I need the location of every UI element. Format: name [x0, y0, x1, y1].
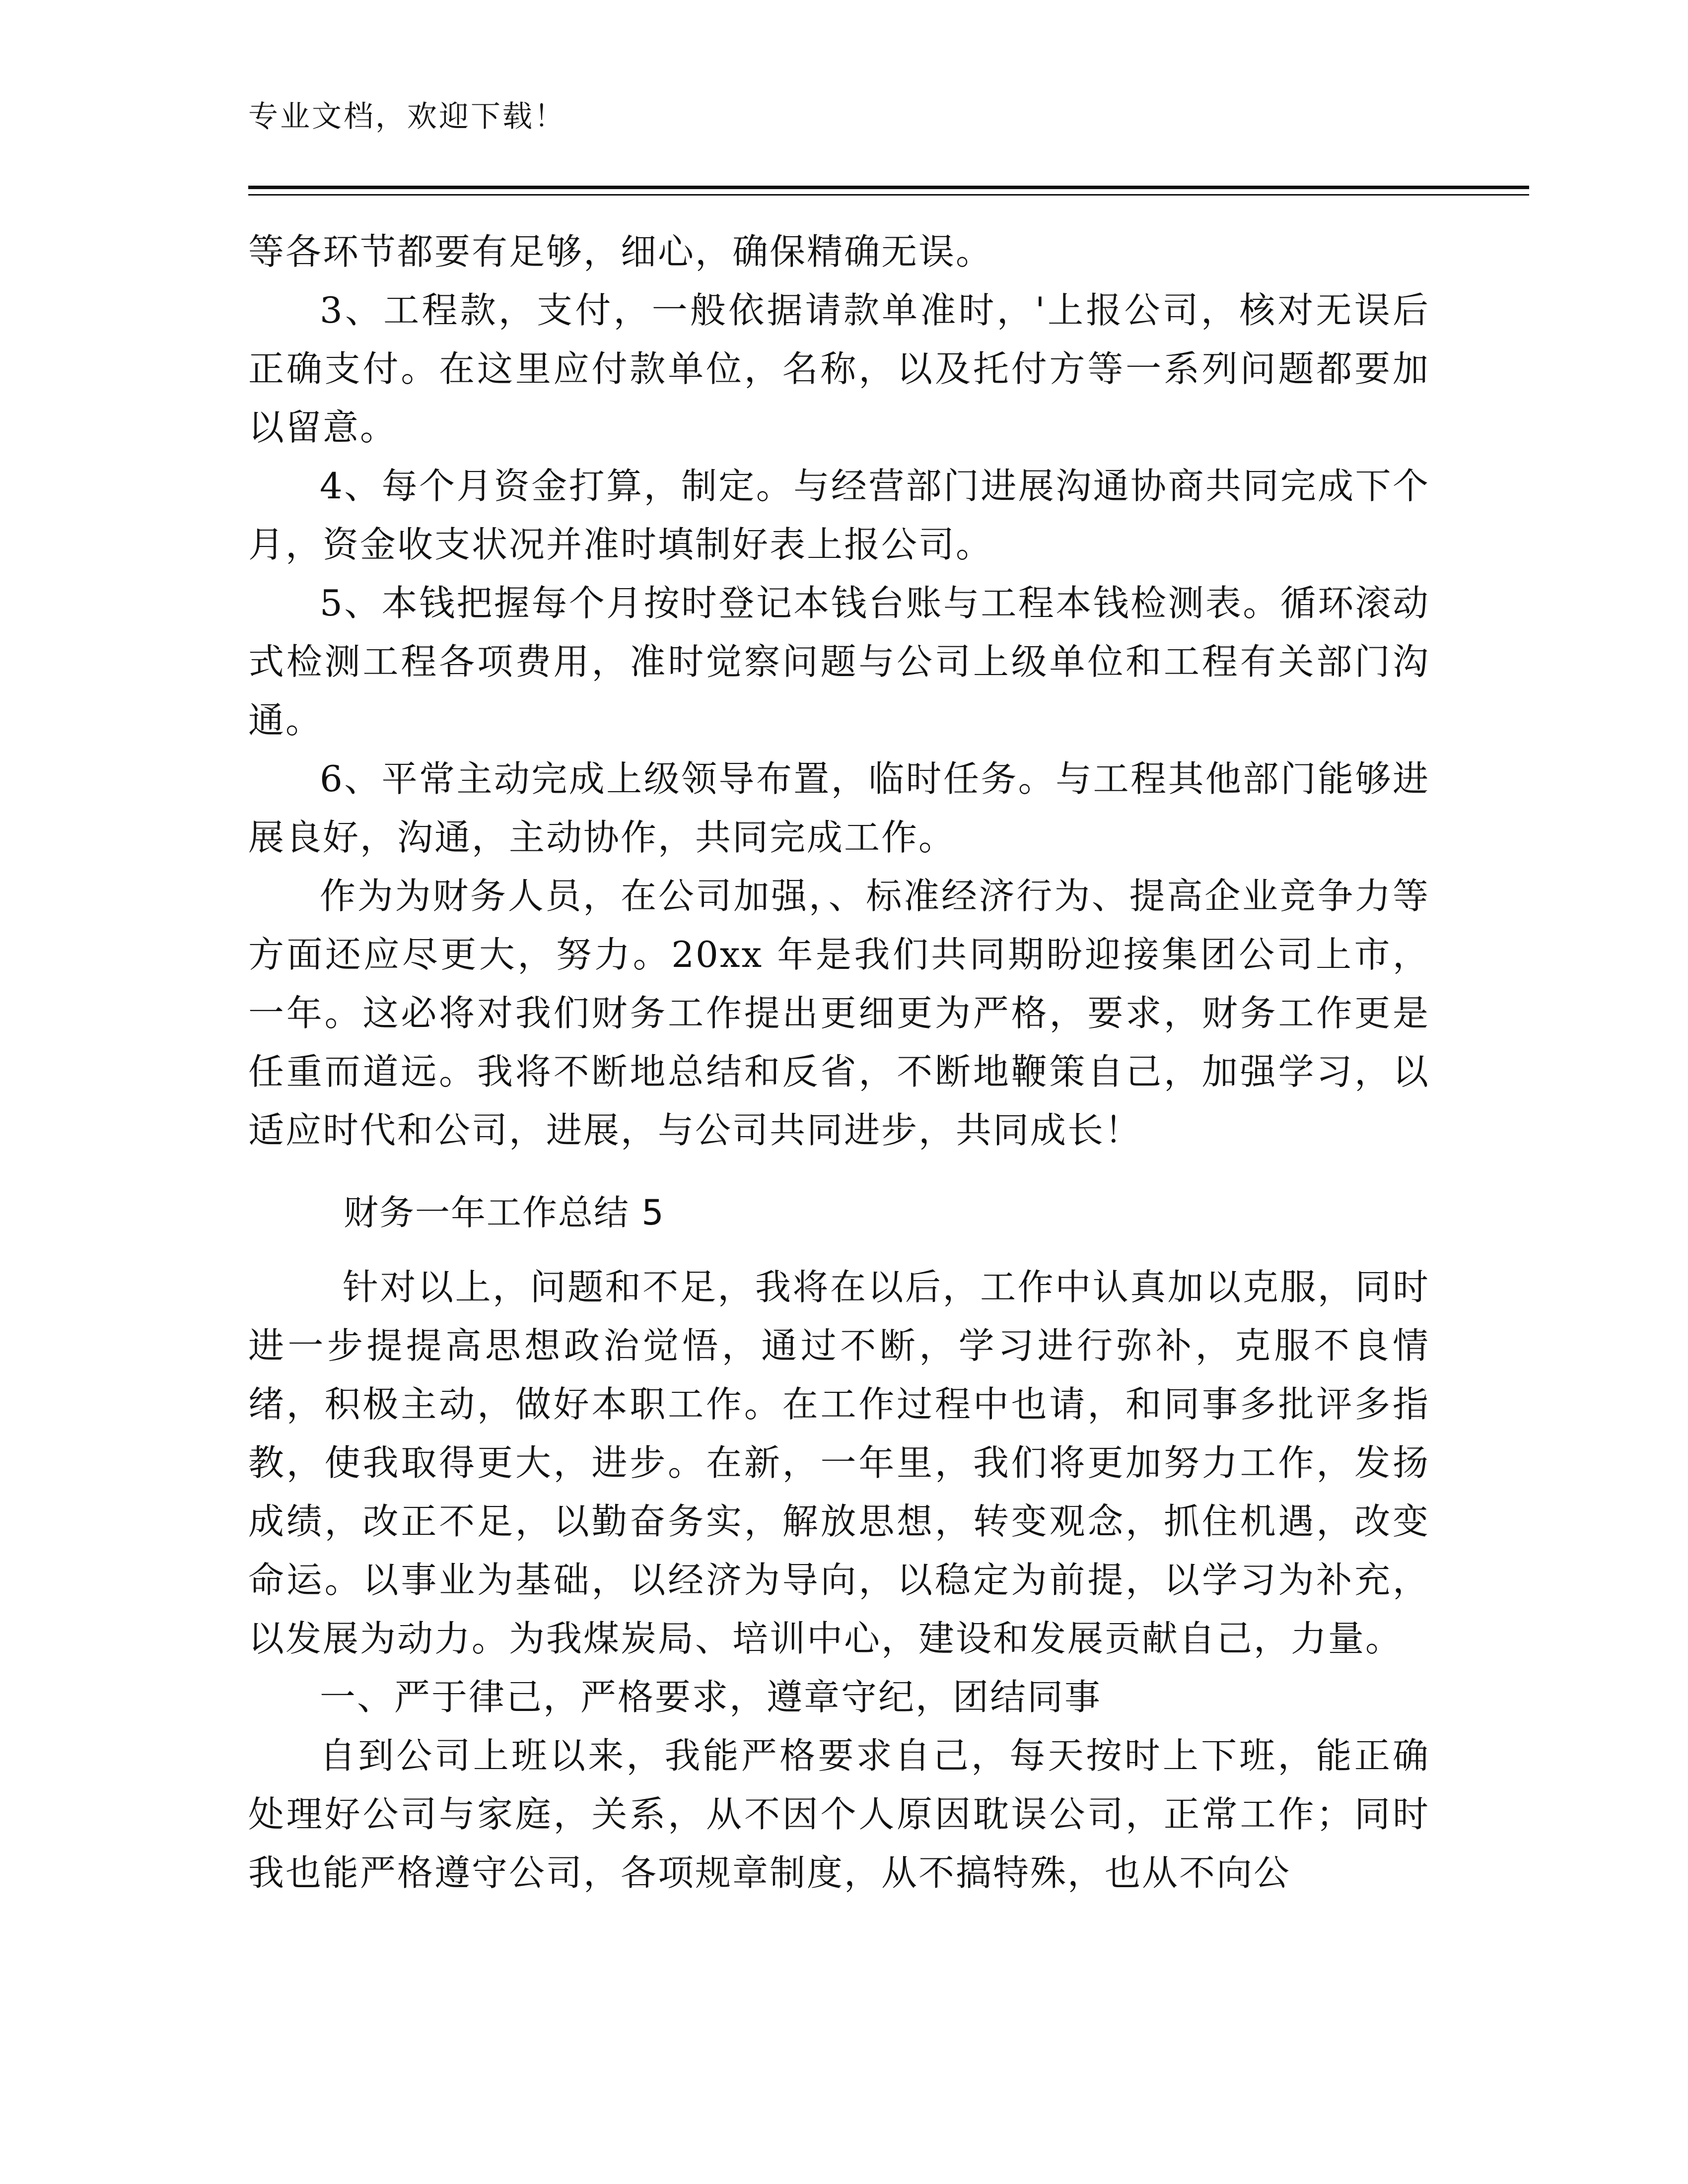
paragraph-item-3: 3、工程款，支付，一般依据请款单准时，'上报公司，核对无误后正确支付。在这里应付款单位，名称，以及托付方等一系列问题都要加以留意。: [248, 289, 1430, 448]
document-body: [248, 222, 1430, 1902]
header-rule-thin: [248, 194, 1529, 196]
paragraph-body: 自到公司上班以来，我能严格要求自己，每天按时上下班，能正确处理好公司与家庭，关系，从不因个人原因耽误公司，正常工作；同时我也能严格遵守公司，各项规章制度，从不搞特殊，也从不向公: [248, 1735, 1430, 1894]
paragraph-item-4: 4、每个月资金打算，制定。与经营部门进展沟通协商共同完成下个月，资金收支状况并准时填制好表上报公司。: [248, 465, 1430, 565]
paragraph-intro: 针对以上，问题和不足，我将在以后，工作中认真加以克服，同时进一步提提高思想政治觉悟，通过不断，学习进行弥补，克服不良情绪，积极主动，做好本职工作。在工作过程中也请，和同事多批评多指教，使我取得更大，进步。在新，一年里，我们将更加努力工作，发扬成绩，改正不足，以勤奋务实，解放思想，转变观念，抓住机遇，改变命运。以事业为基础，以经济为导向，以稳定为前提，以学习为补充，以发展为动力。为我煤炭局、培训中心，建设和发展贡献自己，力量。: [248, 1266, 1430, 1659]
paragraph-item-6: 6、平常主动完成上级领导布置，临时任务。与工程其他部门能够进展良好，沟通，主动协作，共同完成工作。: [248, 758, 1430, 858]
subheading-one: 一、严于律己，严格要求，遵章守纪，团结同事: [320, 1676, 1102, 1718]
paragraph-conclusion: 作为为财务人员，在公司加强，、标准经济行为、提高企业竞争力等方面还应尽更大，努力。20xx 年是我们共同期盼迎接集团公司上市，一年。这必将对我们财务工作提出更细更为严格，要求，财务工作更是任重而道远。我将不断地总结和反省，不断地鞭策自己，加强学习，以适应时代和公司，进展，与公司共同进步，共同成长！: [248, 875, 1430, 1151]
header-rule-thick: [248, 186, 1529, 189]
section-heading: 财务一年工作总结 5: [344, 1192, 665, 1233]
page-header-text: 专业文档，欢迎下载！: [248, 99, 566, 134]
paragraph-continuation: 等各环节都要有足够，细心，确保精确无误。: [248, 231, 993, 273]
paragraph-item-5: 5、本钱把握每个月按时登记本钱台账与工程本钱检测表。循环滚动式检测工程各项费用，准时觉察问题与公司上级单位和工程有关部门沟通。: [248, 582, 1430, 741]
